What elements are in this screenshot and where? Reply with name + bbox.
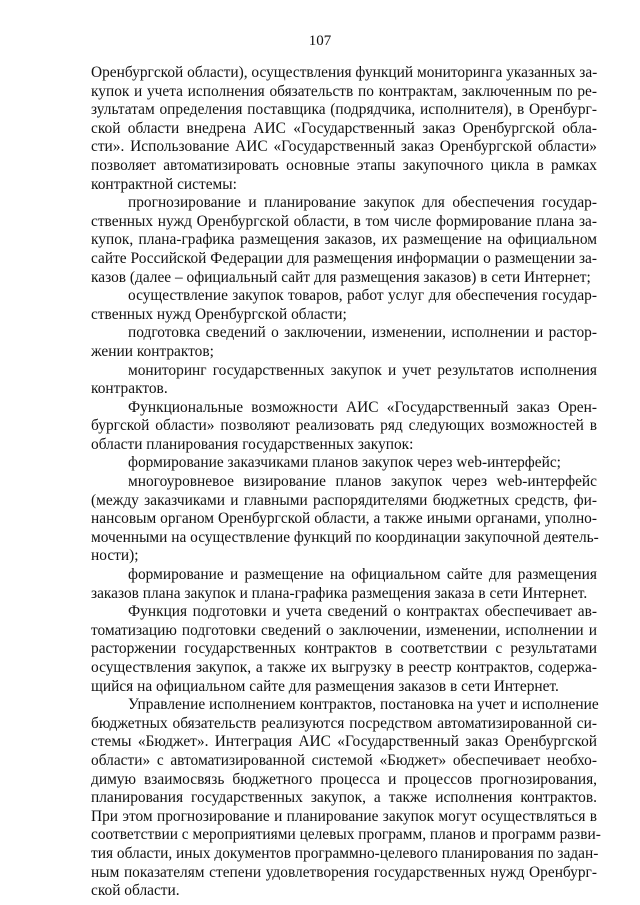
text-line: моченными на осуществление функций по координации закупочной деятель- — [91, 528, 599, 546]
text-line: планирования государственных закупок, а также исполнения контрактов. — [91, 789, 597, 807]
text-line: ным показателям степени удовлетворения государственных нужд Оренбург- — [91, 863, 597, 881]
text-line: жении контрактов; — [91, 342, 214, 360]
text-line: многоуровневое визирование планов закупок через web-интерфейс — [128, 473, 597, 491]
text-line: контрактов. — [91, 380, 168, 398]
text-line: области» с автоматизированной системой «Бюджет» обеспечивает необхо- — [91, 751, 597, 769]
text-line: щийся на официальном сайте для размещения заказов в сети Интернет. — [91, 677, 559, 695]
text-line: тия области, иных документов программно-целевого планирования по задан- — [91, 844, 599, 862]
body-text — [91, 64, 601, 901]
text-line: соответствии с мероприятиями целевых программ, планов и программ разви- — [91, 826, 601, 844]
text-line: зультатам определения поставщика (подрядчика, исполнителя), в Оренбург- — [91, 101, 597, 119]
text-line: расторжении государственных контрактов в соответствии с результатами — [91, 640, 597, 658]
text-line: Оренбургской области), осуществления функций мониторинга указанных за- — [91, 64, 598, 81]
text-line: ской области внедрена АИС «Государственный заказ Оренбургской обла- — [91, 119, 597, 137]
text-line: бургской области» позволяют реализовать ряд следующих возможностей в — [91, 417, 597, 435]
page-number: 107 — [308, 33, 332, 49]
text-line: стемы «Бюджет». Интеграция АИС «Государственный заказ Оренбургской — [91, 733, 597, 751]
text-line: прогнозирование и планирование закупок для обеспечения государ- — [128, 194, 597, 212]
text-line: Управление исполнением контрактов, постановка на учет и исполнение — [128, 696, 599, 714]
text-line: томатизацию подготовки сведений о заключении, изменении, исполнении и — [91, 621, 597, 639]
text-line: формирование заказчиками планов закупок через web-интерфейс; — [128, 454, 561, 472]
text-line: нансовым органом Оренбургской области, а также иными органами, уполно- — [91, 510, 597, 528]
text-line: Функциональные возможности АИС «Государственный заказ Орен- — [128, 398, 597, 416]
text-line: ственных нужд Оренбургской области; — [91, 305, 347, 323]
text-line: позволяет автоматизировать основные этапы закупочного цикла в рамках — [91, 156, 597, 174]
text-line: купок, плана-графика размещения заказов, их размещение на официальном — [91, 231, 597, 249]
text-line: димую взаимосвязь бюджетного процесса и процессов прогнозирования, — [91, 770, 597, 788]
text-line: казов (далее – официальный сайт для размещения заказов) в сети Интернет; — [91, 268, 591, 286]
text-line: сайте Российской Федерации для размещения информации о размещении за- — [91, 249, 597, 267]
text-line: ственных нужд Оренбургской области, в том числе формирование плана за- — [91, 212, 597, 230]
text-line: (между заказчиками и главными распорядителями бюджетных средств, фи- — [91, 491, 597, 509]
text-line: сти». Использование АИС «Государственный заказ Оренбургской области» — [91, 138, 597, 156]
text-line: Функция подготовки и учета сведений о контрактах обеспечивает ав- — [128, 603, 597, 621]
text-line: ности); — [91, 547, 139, 565]
text-line: области планирования государственных закупок: — [91, 435, 414, 453]
text-line: осуществление закупок товаров, работ услуг для обеспечения государ- — [128, 287, 597, 305]
text-line: подготовка сведений о заключении, изменении, исполнении и растор- — [128, 324, 597, 342]
text-line: ской области. — [91, 882, 180, 900]
text-line: бюджетных обязательств реализуются посредством автоматизированной си- — [91, 714, 597, 732]
text-line: При этом прогнозирование и планирование закупок могут осуществляться в — [91, 807, 597, 825]
text-line: контрактной системы: — [91, 175, 237, 193]
text-line: заказов плана закупок и плана-графика размещения заказа в сети Интернет. — [91, 584, 588, 602]
text-line: формирование и размещение на официальном сайте для размещения — [128, 566, 597, 584]
text-line: мониторинг государственных закупок и учет результатов исполнения — [128, 361, 597, 379]
text-line: осуществления закупок, а также их выгрузку в реестр контрактов, содержа- — [91, 659, 597, 676]
text-line: купок и учета исполнения обязательств по контрактам, заключенным по ре- — [91, 82, 597, 100]
